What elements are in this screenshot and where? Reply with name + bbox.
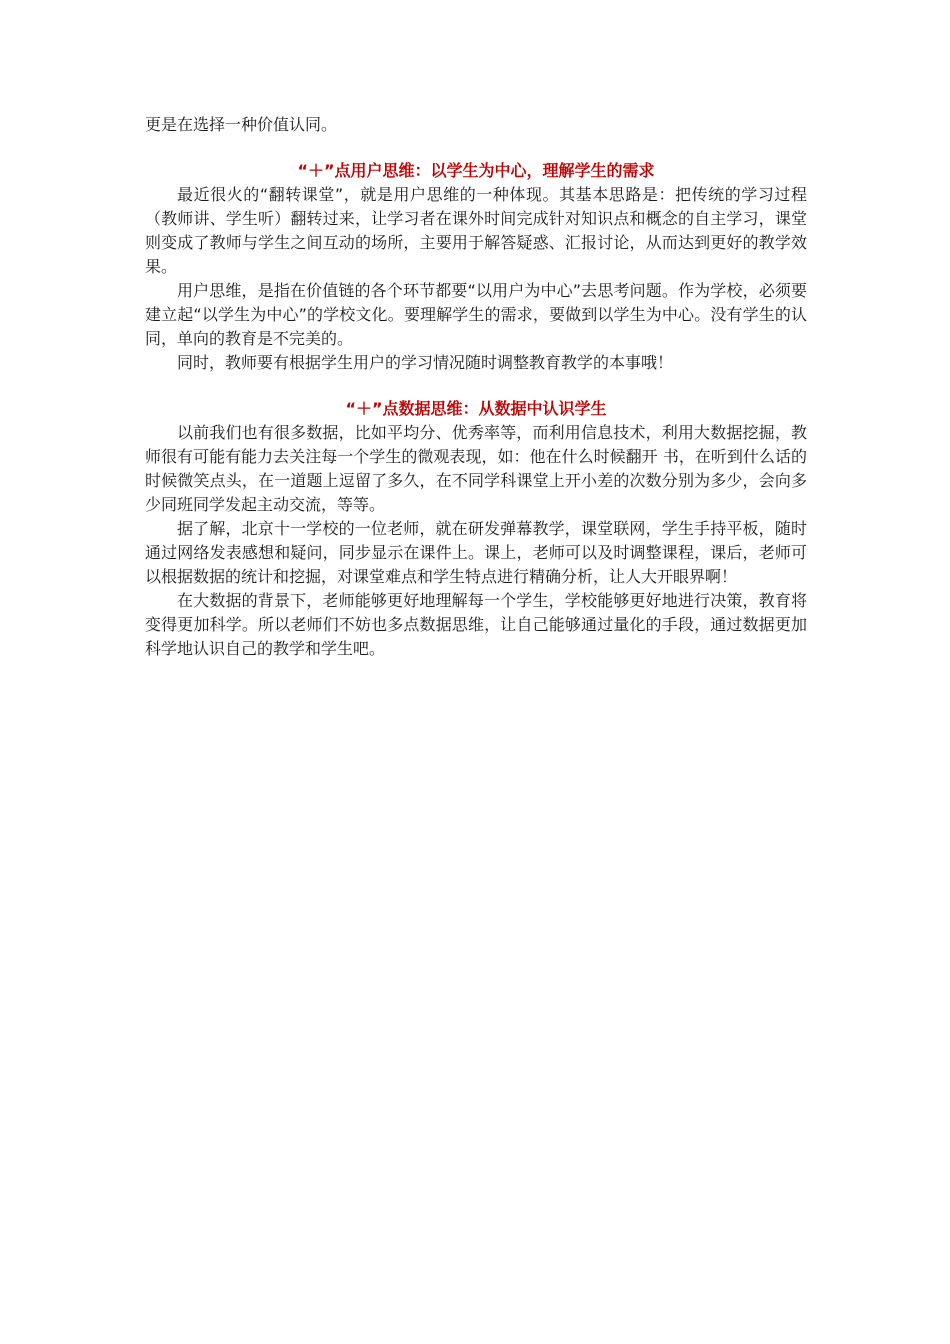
paragraph: 以前我们也有很多数据，比如平均分、优秀率等，而利用信息技术，利用大数据挖掘，教师很有可能有能力去关注每一个学生的微观表现，如：他在什么时候翻开 书，在听到什么话的时候微笑点头，在一道题上逗留了多久，在不同学科课堂上开小差的次数分别为多少，会向多少同班同学发起主动交流，等等。 (145, 423, 807, 514)
paragraph: 同时，教师要有根据学生用户的学习情况随时调整教育教学的本事哦！ (177, 353, 674, 372)
section-heading-data-thinking: “＋”点数据思维：从数据中认识学生 (345, 399, 607, 418)
spacer (145, 375, 807, 397)
paragraph: 据了解，北京十一学校的一位老师，就在研发弹幕教学，课堂联网，学生手持平板，随时通过网络发表感想和疑问，同步显示在课件上。课上，老师可以及时调整课程，课后，老师可以根据数据的统计和挖掘，对课堂难点和学生特点进行精确分析，让人大开眼界啊！ (145, 519, 807, 586)
intro-line: 更是在选择一种价值认同。 (145, 115, 338, 134)
paragraph: 在大数据的背景下，老师能够更好地理解每一个学生，学校能够更好地进行决策，教育将变得更加科学。所以老师们不妨也多点数据思维，让自己能够通过量化的手段，通过数据更加科学地认识自己的教学和学生吧。 (145, 591, 807, 658)
section-heading-user-thinking: “＋”点用户思维：以学生为中心，理解学生的需求 (297, 161, 655, 180)
paragraph: 用户思维，是指在价值链的各个环节都要“以用户为中心”去思考问题。作为学校，必须要建立起“以学生为中心”的学校文化。要理解学生的需求，要做到以学生为中心。没有学生的认同，单向的教育是不完美的。 (145, 281, 807, 348)
spacer (145, 137, 807, 159)
document-body (145, 113, 807, 661)
paragraph: 最近很火的“翻转课堂”，就是用户思维的一种体现。其基本思路是：把传统的学习过程（教师讲、学生听）翻转过来，让学习者在课外时间完成针对知识点和概念的自主学习，课堂则变成了教师与学生之间互动的场所，主要用于解答疑惑、汇报讨论，从而达到更好的教学效果。 (145, 185, 807, 276)
